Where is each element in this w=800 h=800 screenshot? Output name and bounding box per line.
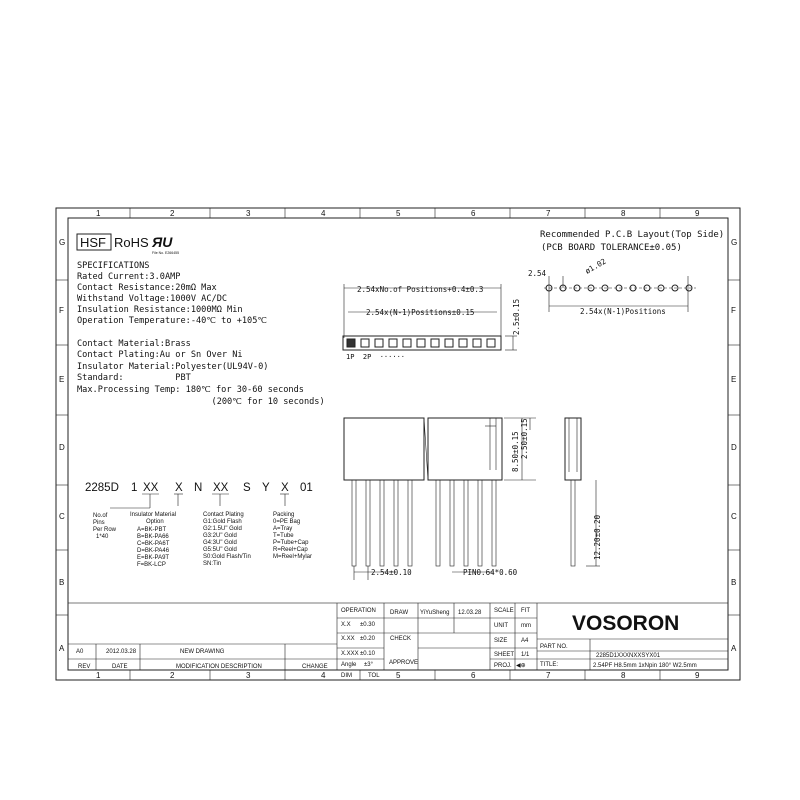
spec-line: Rated Current:3.0AMP xyxy=(77,272,181,282)
spec-heading: SPECIFICATIONS xyxy=(77,261,150,271)
col-label: 1 xyxy=(96,671,101,680)
part-code-token: S xyxy=(243,482,251,494)
part-code-token: 01 xyxy=(300,482,313,494)
part-code-token: X xyxy=(281,482,289,494)
row-label: E xyxy=(731,375,737,384)
drawer-name: YiYuSheng xyxy=(420,610,450,616)
part-title: 2.54PF H8.5mm 1xNpin 180° W2.5mm xyxy=(593,663,697,669)
column-labels-bottom xyxy=(96,671,700,680)
legend-line: M=Reel+Mylar xyxy=(273,554,313,560)
part-code-token: XX xyxy=(143,482,159,494)
row-label: A xyxy=(59,644,65,653)
row-label: F xyxy=(731,306,736,315)
size-value: A4 xyxy=(521,638,529,644)
legend-line: Pins xyxy=(93,520,105,526)
dim-label: DIM xyxy=(341,673,352,679)
scale-value: FIT xyxy=(521,608,530,614)
rev-header: REV xyxy=(78,664,91,670)
dim-tail: 12.20±0.20 xyxy=(593,514,602,560)
legend-line: G4:3U" Gold xyxy=(203,540,237,546)
legend-line: E=BK-PA9T xyxy=(137,555,170,561)
row-labels-left xyxy=(59,238,65,653)
legend-line: Contact Plating xyxy=(203,512,244,518)
part-code-token: Y xyxy=(262,482,270,494)
sheet-label: SHEET xyxy=(494,652,515,658)
legend-line: G1:Gold Flash xyxy=(203,519,242,525)
part-code-token: X xyxy=(175,482,183,494)
legend-line: B=BK-PA66 xyxy=(137,534,169,540)
pcb-hole: ø1.02 xyxy=(583,256,608,276)
connector-body-right xyxy=(428,418,502,480)
brand-name: VOSORON xyxy=(572,612,680,635)
spec-line: Contact Resistance:20mΩ Max xyxy=(77,283,217,293)
legend-line: A=BK-PBT xyxy=(137,527,167,533)
col-label: 8 xyxy=(621,671,626,680)
legend-line: C=BK-PA6T xyxy=(137,541,170,547)
rev-date: 2012.03.28 xyxy=(106,649,137,655)
pcb-span: 2.54x(N-1)Positions xyxy=(580,307,666,316)
tol-value: ±3° xyxy=(364,662,374,668)
dim-front-pitch: 2.54±0.10 xyxy=(371,568,412,577)
top-view xyxy=(343,284,521,361)
row-label: E xyxy=(59,375,65,384)
row-label: F xyxy=(59,306,64,315)
legend-line: 0=PE Bag xyxy=(273,519,301,525)
row-labels-right xyxy=(731,238,737,653)
part-code-token: 2285D xyxy=(85,482,119,494)
part-code xyxy=(85,482,313,494)
part-no-label: PART NO. xyxy=(540,644,568,650)
pin-holes xyxy=(347,339,495,347)
rev-header: MODIFICATION DESCRIPTION xyxy=(176,664,262,670)
col-label: 2 xyxy=(170,209,175,218)
row-label: A xyxy=(731,644,737,653)
rev-description: NEW DRAWING xyxy=(180,649,225,655)
part-no: 2285D1XXXNXXSYX01 xyxy=(596,653,661,659)
tol-value: ±0.10 xyxy=(360,651,375,657)
size-label: SIZE xyxy=(494,638,508,644)
part-code-legend xyxy=(93,512,312,568)
rev-value: A0 xyxy=(76,649,84,655)
pcb-layout xyxy=(528,230,724,316)
legend-line: G2:1.5U" Gold xyxy=(203,526,242,532)
ul-mark-icon xyxy=(151,234,179,255)
row-label: D xyxy=(59,443,65,452)
dim-top: 2.50±0.15 xyxy=(520,418,529,459)
legend-line: D=BK-PA46 xyxy=(137,548,170,554)
col-label: 9 xyxy=(695,209,700,218)
col-label: 3 xyxy=(246,671,251,680)
material-line: (200℃ for 10 seconds) xyxy=(77,397,325,407)
check-label: CHECK xyxy=(390,636,412,642)
row-label: G xyxy=(731,238,738,247)
dim-overall: 2.54xNo.of Positions+0.4±0.3 xyxy=(357,285,484,294)
legend-line: T=Tube xyxy=(273,533,294,539)
col-label: 2 xyxy=(170,671,175,680)
row-label: B xyxy=(59,578,65,587)
material-line: Contact Material:Brass xyxy=(77,339,191,349)
legend-line: F=BK-LCP xyxy=(137,562,166,568)
svg-text:ЯU: ЯU xyxy=(152,234,173,250)
material-line: Insulator Material:Polyester(UL94V-0) xyxy=(77,362,269,372)
col-label: 5 xyxy=(396,209,401,218)
legend-line: No.of xyxy=(93,513,108,519)
column-labels-top xyxy=(96,209,700,218)
col-label: 7 xyxy=(546,671,551,680)
legend-line: G3:2U" Gold xyxy=(203,533,237,539)
material-line: Contact Plating:Au or Sn Over Ni xyxy=(77,350,243,360)
hsf-logo: HSF xyxy=(80,235,106,250)
pcb-pitch: 2.54 xyxy=(528,269,547,278)
col-label: 6 xyxy=(471,671,476,680)
col-label: 3 xyxy=(246,209,251,218)
sheet-value: 1/1 xyxy=(521,652,530,658)
approve-label: APPROVE xyxy=(389,660,419,666)
part-code-token: N xyxy=(194,482,203,494)
col-label: 7 xyxy=(546,209,551,218)
tol-footer: TOL xyxy=(368,673,380,679)
front-view xyxy=(344,418,536,580)
pins xyxy=(352,480,496,566)
specifications xyxy=(77,261,325,407)
dim-body: 8.50±0.15 xyxy=(511,431,520,472)
legend-line: Insulator Material xyxy=(130,512,177,518)
operation-label: OPERATION xyxy=(341,608,376,614)
dim-height: 2.5±0.15 xyxy=(512,298,521,335)
scale-label: SCALE xyxy=(494,608,514,614)
tol-label: X.X xyxy=(341,622,351,628)
connector-top-body xyxy=(343,336,501,350)
proj-label: PROJ. xyxy=(494,663,512,669)
spec-line: Withstand Voltage:1000V AC/DC xyxy=(77,294,228,304)
legend-line: SN:Tin xyxy=(203,561,222,567)
dim-pin: PIN0.64*0.60 xyxy=(463,568,518,577)
rev-header: DATE xyxy=(112,664,128,670)
part-code-token: 1 xyxy=(131,482,138,494)
legend-line: Packing xyxy=(273,512,295,518)
material-line: Max.Processing Temp: 180℃ for 30-60 seconds xyxy=(77,385,304,395)
legend-line: G5:5U" Gold xyxy=(203,547,237,553)
pin-labels: 1P 2P ······ xyxy=(346,353,406,361)
tol-value: ±0.20 xyxy=(360,636,375,642)
tol-label: Angle xyxy=(341,662,357,668)
legend-line: 1*40 xyxy=(96,534,109,540)
col-label: 5 xyxy=(396,671,401,680)
unit-label: UNIT xyxy=(494,623,508,629)
side-view xyxy=(565,418,602,566)
legend-line: P=Tube+Cap xyxy=(273,540,309,546)
part-code-token: XX xyxy=(213,482,229,494)
row-label: C xyxy=(731,512,737,521)
spec-line: Insulation Resistance:1000MΩ Min xyxy=(77,305,243,315)
title-label: TITLE: xyxy=(540,662,559,668)
legend-line: R=Reel+Cap xyxy=(273,547,308,553)
row-label: G xyxy=(59,238,66,247)
svg-text:File No. E266455: File No. E266455 xyxy=(152,251,180,255)
legend-line: S0:Gold Flash/Tin xyxy=(203,554,251,560)
col-label: 1 xyxy=(96,209,101,218)
tol-label: X.XX xyxy=(341,636,355,642)
legend-line: Option xyxy=(146,519,164,525)
col-label: 4 xyxy=(321,209,326,218)
row-label: D xyxy=(731,443,737,452)
projection-symbol-icon: ◀⊕ xyxy=(516,663,526,669)
row-label: B xyxy=(731,578,737,587)
connector-body-left xyxy=(344,418,424,480)
dim-pitch: 2.54x(N-1)Positions±0.15 xyxy=(366,308,475,317)
spec-line: Operation Temperature:-40℃ to +105℃ xyxy=(77,316,268,326)
draw-label: DRAW xyxy=(390,610,409,616)
legend-line: A=Tray xyxy=(273,526,293,532)
draw-date: 12.03.28 xyxy=(458,610,482,616)
col-label: 4 xyxy=(321,671,326,680)
rohs-logo: RoHS xyxy=(114,235,149,250)
row-label: C xyxy=(59,512,65,521)
tol-label: X.XXX xyxy=(341,651,359,657)
col-label: 6 xyxy=(471,209,476,218)
unit-value: mm xyxy=(521,623,531,629)
tol-value: ±0.30 xyxy=(360,622,375,628)
part-code-underlines xyxy=(110,494,289,508)
pcb-subtitle: (PCB BOARD TOLERANCE±0.05) xyxy=(541,243,682,253)
pcb-title: Recommended P.C.B Layout(Top Side) xyxy=(540,230,725,240)
rev-header: CHANGE xyxy=(302,664,328,670)
col-label: 8 xyxy=(621,209,626,218)
legend-line: Per Row xyxy=(93,527,117,533)
col-label: 9 xyxy=(695,671,700,680)
material-line: Standard: PBT xyxy=(77,373,191,383)
